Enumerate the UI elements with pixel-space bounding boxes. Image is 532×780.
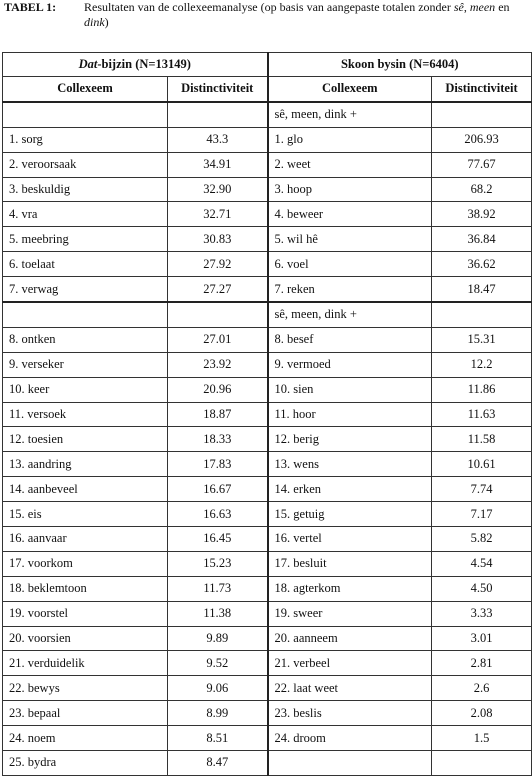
right-distinctiviteit-cell: 7.17 [432,502,532,527]
left-collexeme-cell: 18. beklemtoon [3,576,168,601]
table-row [3,651,532,676]
right-distinctiviteit-cell: 12.2 [432,352,532,377]
caption-label: TABEL 1: [4,0,57,14]
right-distinctiviteit-cell [432,751,532,776]
left-distinctiviteit-cell: 43.3 [168,127,268,152]
table-row [3,477,532,502]
table-row [3,227,532,252]
left-collexeme-cell: 11. versoek [3,402,168,427]
right-collexeme-cell: 5. wil hê [268,227,432,252]
left-distinctiviteit-cell: 32.71 [168,202,268,227]
group-header-dat-rest: -bijzin (N=13149) [97,57,191,71]
right-distinctiviteit-cell: 68.2 [432,177,532,202]
right-collexeme-cell: 17. besluit [268,551,432,576]
caption-sep1: , [463,0,470,14]
right-collexeme-cell: 6. voel [268,252,432,277]
section-empty-cell [432,102,532,127]
left-distinctiviteit-cell: 11.73 [168,576,268,601]
left-collexeme-cell: 5. meebring [3,227,168,252]
section-empty-cell [3,302,168,327]
table-row [3,576,532,601]
left-distinctiviteit-cell: 27.92 [168,252,268,277]
right-distinctiviteit-cell: 11.63 [432,402,532,427]
right-distinctiviteit-cell: 11.86 [432,377,532,402]
left-distinctiviteit-cell: 16.45 [168,527,268,552]
left-distinctiviteit-cell: 16.67 [168,477,268,502]
right-distinctiviteit-cell: 2.08 [432,701,532,726]
left-collexeme-cell: 16. aanvaar [3,527,168,552]
left-collexeme-cell: 9. verseker [3,352,168,377]
right-collexeme-cell: 8. besef [268,327,432,352]
right-collexeme-cell: 18. agterkom [268,576,432,601]
right-collexeme-cell: 3. hoop [268,177,432,202]
right-distinctiviteit-cell: 2.81 [432,651,532,676]
left-collexeme-cell: 2. veroorsaak [3,152,168,177]
left-distinctiviteit-cell: 18.87 [168,402,268,427]
right-distinctiviteit-cell: 36.84 [432,227,532,252]
right-collexeme-cell: 22. laat weet [268,676,432,701]
section-label-first: sê, meen, dink + [268,102,432,127]
left-collexeme-cell: 24. noem [3,726,168,751]
left-collexeme-cell: 17. voorkom [3,551,168,576]
left-collexeme-cell: 12. toesien [3,427,168,452]
right-distinctiviteit-cell: 206.93 [432,127,532,152]
left-collexeme-cell: 6. toelaat [3,252,168,277]
right-distinctiviteit-cell: 38.92 [432,202,532,227]
caption-text-before: Resultaten van de collexeemanalyse (op basis van aangepaste totalen zonder [84,0,454,14]
table-row [3,202,532,227]
table-row [3,626,532,651]
table-row [3,751,532,776]
right-distinctiviteit-cell: 4.50 [432,576,532,601]
left-distinctiviteit-cell: 18.33 [168,427,268,452]
table-row [3,402,532,427]
left-collexeme-cell: 14. aanbeveel [3,477,168,502]
right-distinctiviteit-cell: 5.82 [432,527,532,552]
right-distinctiviteit-cell: 77.67 [432,152,532,177]
left-collexeme-cell: 13. aandring [3,452,168,477]
caption-italic-dink: dink [84,15,105,29]
right-distinctiviteit-cell: 3.01 [432,626,532,651]
right-distinctiviteit-cell: 1.5 [432,726,532,751]
left-distinctiviteit-cell: 17.83 [168,452,268,477]
left-distinctiviteit-cell: 11.38 [168,601,268,626]
left-collexeme-cell: 10. keer [3,377,168,402]
left-collexeme-cell: 21. verduidelik [3,651,168,676]
right-collexeme-cell: 13. wens [268,452,432,477]
left-distinctiviteit-cell: 8.51 [168,726,268,751]
left-collexeme-cell: 7. verwag [3,277,168,302]
right-distinctiviteit-cell: 11.58 [432,427,532,452]
left-distinctiviteit-cell: 9.89 [168,626,268,651]
left-collexeme-cell: 23. bepaal [3,701,168,726]
right-collexeme-cell: 24. droom [268,726,432,751]
left-distinctiviteit-cell: 34.91 [168,152,268,177]
right-collexeme-cell: 16. vertel [268,527,432,552]
col-header-collexeem-right: Collexeem [268,77,432,102]
section-label-second: sê, meen, dink + [268,302,432,327]
table-row [3,252,532,277]
left-collexeme-cell: 20. voorsien [3,626,168,651]
left-distinctiviteit-cell: 16.63 [168,502,268,527]
section-empty-cell [3,102,168,127]
right-collexeme-cell [268,751,432,776]
left-collexeme-cell: 4. vra [3,202,168,227]
col-header-collexeem-left: Collexeem [3,77,168,102]
table-row [3,701,532,726]
right-collexeme-cell: 7. reken [268,277,432,302]
right-distinctiviteit-cell: 36.62 [432,252,532,277]
table-row [3,601,532,626]
table-row [3,352,532,377]
table-row [3,152,532,177]
table-row [3,427,532,452]
left-collexeme-cell: 1. sorg [3,127,168,152]
right-distinctiviteit-cell: 18.47 [432,277,532,302]
right-collexeme-cell: 10. sien [268,377,432,402]
left-collexeme-cell: 25. bydra [3,751,168,776]
col-header-distinctiviteit-left: Distinctiviteit [168,77,268,102]
col-header-distinctiviteit-right: Distinctiviteit [432,77,532,102]
table-row [3,726,532,751]
right-collexeme-cell: 14. erken [268,477,432,502]
left-distinctiviteit-cell: 27.01 [168,327,268,352]
right-collexeme-cell: 2. weet [268,152,432,177]
group-header-dat-italic: Dat [78,57,98,71]
right-collexeme-cell: 12. berig [268,427,432,452]
right-collexeme-cell: 11. hoor [268,402,432,427]
left-distinctiviteit-cell: 9.52 [168,651,268,676]
right-distinctiviteit-cell: 3.33 [432,601,532,626]
section-row-first [3,102,532,127]
right-collexeme-cell: 23. beslis [268,701,432,726]
right-collexeme-cell: 21. verbeel [268,651,432,676]
caption-italic-se: sê [453,0,464,14]
table-row [3,127,532,152]
right-collexeme-cell: 15. getuig [268,502,432,527]
right-collexeme-cell: 1. glo [268,127,432,152]
left-distinctiviteit-cell: 8.99 [168,701,268,726]
left-distinctiviteit-cell: 30.83 [168,227,268,252]
left-collexeme-cell: 15. eis [3,502,168,527]
right-distinctiviteit-cell: 4.54 [432,551,532,576]
caption-italic-meen: meen [469,0,496,14]
left-collexeme-cell: 8. ontken [3,327,168,352]
right-collexeme-cell: 4. beweer [268,202,432,227]
table-row [3,327,532,352]
left-distinctiviteit-cell: 15.23 [168,551,268,576]
section-empty-cell [432,302,532,327]
caption-text [84,0,530,30]
left-distinctiviteit-cell: 32.90 [168,177,268,202]
left-collexeme-cell: 19. voorstel [3,601,168,626]
table-row [3,527,532,552]
left-distinctiviteit-cell: 23.92 [168,352,268,377]
table-row [3,177,532,202]
left-collexeme-cell: 22. bewys [3,676,168,701]
section-empty-cell [168,302,268,327]
right-distinctiviteit-cell: 7.74 [432,477,532,502]
section-empty-cell [168,102,268,127]
right-distinctiviteit-cell: 15.31 [432,327,532,352]
group-header-skoon-bysin: Skoon bysin (N=6404) [268,53,532,77]
left-distinctiviteit-cell: 9.06 [168,676,268,701]
table-row [3,377,532,402]
caption-sep2: en [495,0,510,14]
caption-text-after: ) [104,15,109,29]
collexeme-table [2,52,532,776]
left-distinctiviteit-cell: 27.27 [168,277,268,302]
group-header-dat-bijzin [3,53,268,77]
right-collexeme-cell: 20. aanneem [268,626,432,651]
table-row [3,452,532,477]
table-body [3,102,532,776]
right-distinctiviteit-cell: 2.6 [432,676,532,701]
section-row-second [3,302,532,327]
left-collexeme-cell: 3. beskuldig [3,177,168,202]
right-distinctiviteit-cell: 10.61 [432,452,532,477]
right-collexeme-cell: 19. sweer [268,601,432,626]
table-row [3,502,532,527]
table-row [3,676,532,701]
left-distinctiviteit-cell: 20.96 [168,377,268,402]
right-collexeme-cell: 9. vermoed [268,352,432,377]
table-row [3,277,532,302]
left-distinctiviteit-cell: 8.47 [168,751,268,776]
table-row [3,551,532,576]
